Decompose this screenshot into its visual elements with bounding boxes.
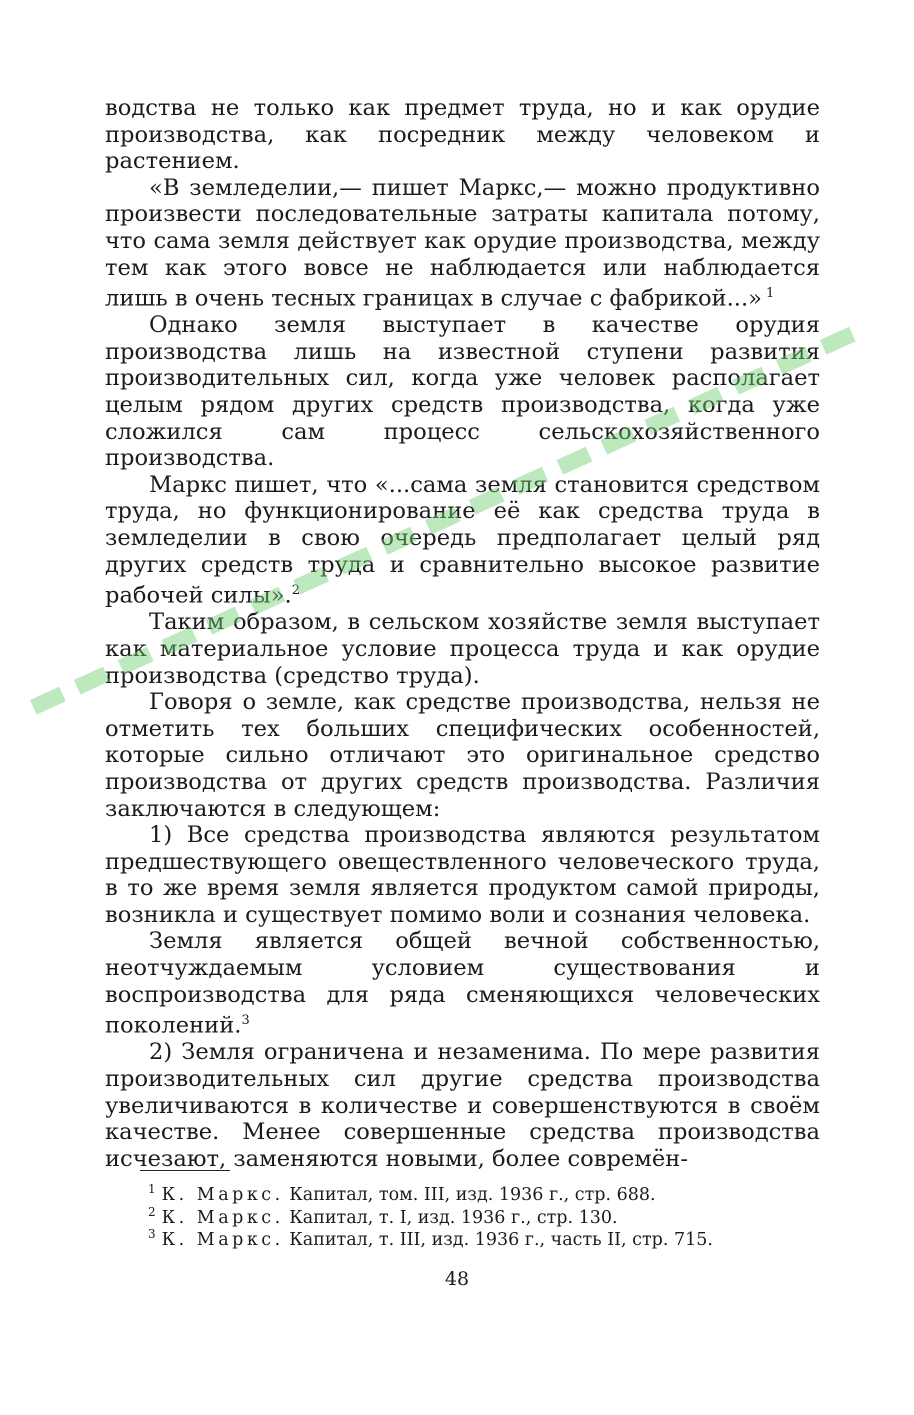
footnote-author: К. Маркс. — [161, 1230, 284, 1250]
paragraph-8-text: Земля является общей вечной собственностью, неотчуждаемым условием существования и воспроизводства для ряда сменяющихся человеческих поколений. — [105, 928, 820, 1039]
paragraph-5-text: Таким образом, в сельском хозяйстве земля выступает как материальное условие процесса труда и как орудие производства (средство труда). — [105, 609, 820, 689]
paragraph-4-text: Маркс пишет, что «...сама земля становится средством труда, но функционирование её как средства труда в земледелии в свою очередь предполагает целый ряд других средств труда и сравнительно высокое развитие рабочей силы». — [105, 471, 820, 609]
paragraph-6 — [105, 689, 820, 822]
paragraph-8 — [105, 928, 820, 1039]
footnote-text: Капитал, т. III, изд. 1936 г., часть II, стр. 715. — [289, 1230, 713, 1250]
footnote-number: 3 — [148, 1227, 156, 1242]
footnote-ref-3: 3 — [241, 1013, 250, 1029]
footnote-1 — [148, 1184, 828, 1207]
paragraph-2 — [105, 175, 820, 313]
footnote-divider — [140, 1170, 230, 1171]
paragraph-6-text: Говоря о земле, как средстве производства, нельзя не отметить тех больших специфических особенностей, которые сильно отличают это оригинальное средство производства от других средств производства. Различия заключаются в следующем: — [105, 689, 820, 822]
paragraph-4 — [105, 472, 820, 610]
footnotes — [148, 1184, 828, 1252]
footnote-3 — [148, 1229, 828, 1252]
paragraph-1 — [105, 95, 820, 175]
paragraph-7-text: 1) Все средства производства являются результатом предшествующего овеществленного человеческого труда, в то же время земля является продуктом самой природы, возникла и существует помимо воли и сознания человека. — [105, 822, 820, 928]
footnote-number: 2 — [148, 1204, 156, 1219]
footnote-text: Капитал, т. I, изд. 1936 г., стр. 130. — [289, 1207, 618, 1228]
paragraph-3-text: Однако земля выступает в качестве орудия производства лишь на известной ступени развития производительных сил, когда уже человек располагает целым рядом других средств производства, когда уже сложился сам процесс сельскохозяйственного производства. — [105, 312, 820, 472]
paragraph-9-text: 2) Земля ограничена и незаменима. По мере развития производительных сил другие средства производства увеличиваются в количестве и совершенствуются в своём качестве. Менее совершенные средства производства исчезают, заменяются новыми, более совремён- — [105, 1039, 820, 1172]
paragraph-2-text: «В земледелии,— пишет Маркс,— можно продуктивно произвести последовательные затраты капитала потому, что сама земля действует как орудие производства, между тем как этого вовсе не наблюдается или наблюдается лишь в очень тесных границах в случае с фабрикой...» — [105, 174, 820, 312]
footnote-2 — [148, 1204, 828, 1230]
paragraph-1-text: водства не только как предмет труда, но и как орудие производства, как посредник между человеком и растением. — [105, 95, 820, 175]
page-number: 48 — [444, 1268, 470, 1290]
footnote-text: Капитал, том. III, изд. 1936 г., стр. 688. — [289, 1185, 656, 1205]
paragraph-9 — [105, 1039, 820, 1172]
footnote-number: 1 — [148, 1182, 156, 1197]
footnote-ref-2: 2 — [291, 583, 301, 599]
footnote-ref-1: 1 — [765, 286, 775, 302]
paragraph-7 — [105, 822, 820, 928]
footnote-author: К. Маркс. — [161, 1185, 284, 1205]
footnote-author: К. Маркс. — [161, 1207, 284, 1228]
